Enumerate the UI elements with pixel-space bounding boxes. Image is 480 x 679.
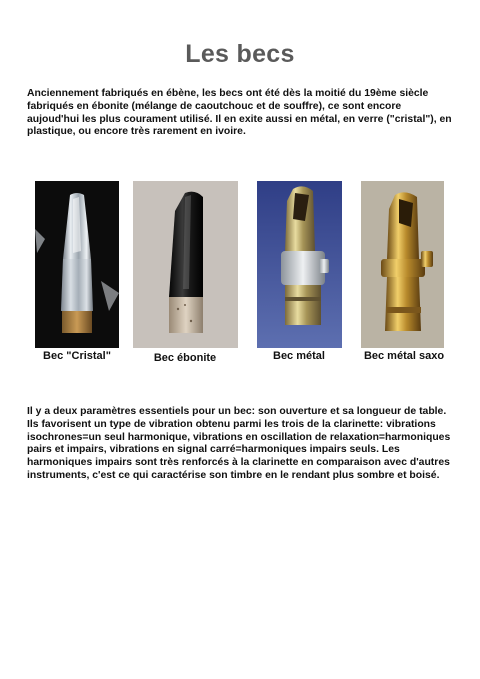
caption-sax-metal: Bec métal saxo: [363, 350, 445, 362]
caption-ebonite: Bec ébonite: [153, 352, 217, 364]
sax-metal-mouthpiece-photo: [361, 181, 444, 348]
ebonite-mouthpiece-photo: [133, 181, 238, 348]
caption-crystal: Bec "Cristal": [43, 350, 111, 362]
crystal-mouthpiece-photo: [35, 181, 119, 348]
intro-paragraph: Anciennement fabriqués en ébène, les becs ont été dès la moitié du 19ème siècle fabriqués en ébonite (mélange de caoutchouc et de souffre), ce sont encore aujoud'hui les plus courament utilisé. Il en exite aussi en métal, en verre ("cristal"), en plastique, ou encore très rarement en ivoire.: [27, 88, 452, 138]
caption-metal: Bec métal: [273, 350, 325, 362]
body-paragraph: Il y a deux paramètres essentiels pour un bec: son ouverture et sa longueur de table. Ils favorisent un type de vibration obtenu parmi les trois de la clarinette: vibrations isochrones=un seul harmonique, vibrations en oscillation de relaxation=harmoniques pairs et impairs, vibrations en signal carré=harmoniques impairs seuls. Les harmoniques impairs sont très renforcés à la clarinette en comparaison avec d'autres instruments, c'est ce qui caractérise son timbre en le rendant plus sombre et boisé.: [27, 406, 451, 481]
metal-mouthpiece-photo: [257, 181, 342, 348]
page-title: Les becs: [185, 40, 295, 68]
